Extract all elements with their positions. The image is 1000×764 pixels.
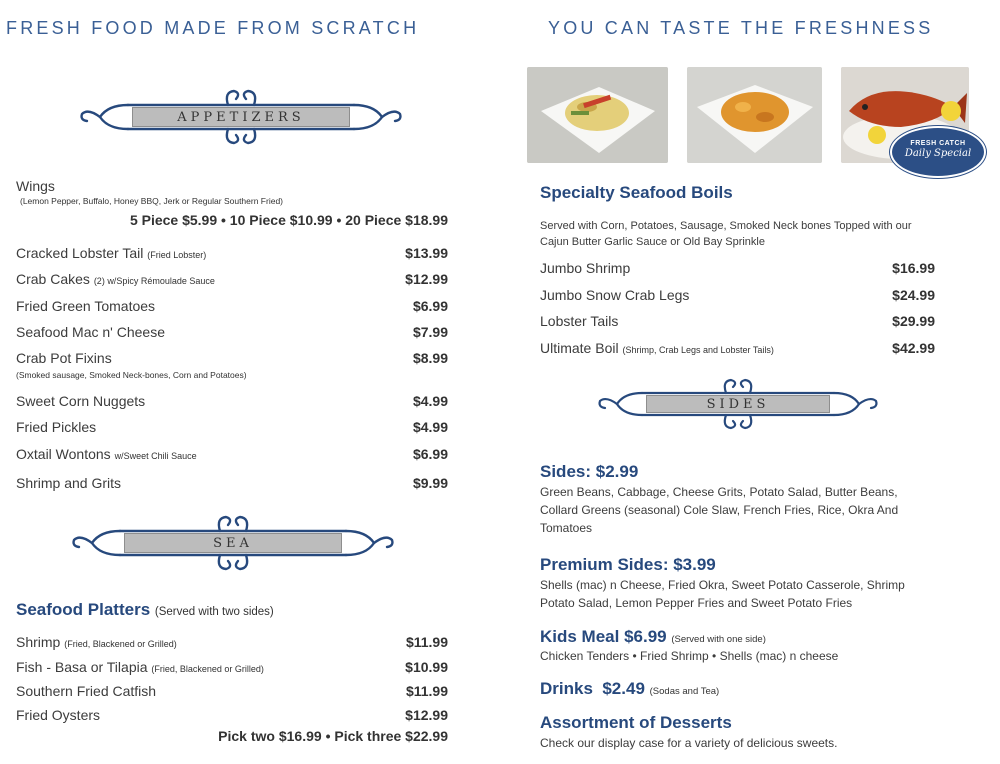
price: $4.99 — [412, 419, 448, 435]
price: $13.99 — [405, 245, 448, 261]
price: $12.99 — [405, 271, 448, 287]
boils-description: Served with Corn, Potatoes, Sausage, Smoked Neck bones Topped with our Cajun Butter Garlic Sauce or Old Bay Sprinkle — [540, 220, 912, 248]
menu-item-shrimp-and-grits: Shrimp and Grits — [16, 475, 122, 491]
price: $29.99 — [892, 313, 935, 329]
price: $4.99 — [412, 393, 448, 409]
item-note: (Shrimp, Crab Legs and Lobster Tails) — [622, 345, 774, 355]
wings-note: (Lemon Pepper, Buffalo, Honey BBQ, Jerk or Regular Southern Fried) — [20, 196, 284, 206]
menu-item-jumbo-shrimp: Jumbo Shrimp — [540, 260, 631, 276]
appetizers-title: APPETIZERS — [132, 107, 350, 127]
sides-heading: Sides: $2.99 — [540, 462, 639, 481]
price: $42.99 — [892, 340, 935, 356]
drinks-heading — [540, 679, 719, 699]
menu-item-ultimate-boil — [540, 340, 774, 356]
menu-item-sweet-corn-nuggets: Sweet Corn Nuggets — [16, 393, 146, 409]
fresh-catch-badge — [890, 126, 986, 178]
price: $9.99 — [412, 475, 448, 491]
appetizers-banner — [78, 86, 404, 148]
menu-item-fried-pickles: Fried Pickles — [16, 419, 97, 435]
right-tagline: YOU CAN TASTE THE FRESHNESS — [548, 18, 934, 38]
sides-banner-title: SIDES — [646, 395, 830, 413]
premium-sides-heading: Premium Sides: $3.99 — [540, 555, 716, 574]
price: $11.99 — [405, 683, 448, 699]
shrimp-dish-icon — [687, 67, 822, 163]
pasta-photo-image — [527, 67, 668, 163]
badge-line-2: Daily Special — [904, 148, 972, 159]
premium-sides-description: Shells (mac) n Cheese, Fried Okra, Sweet Potato Casserole, Shrimp Potato Salad, Lemon Pepper Fries and Sweet Potato Fries — [540, 578, 905, 610]
item-name: Oxtail Wontons — [16, 446, 111, 462]
platters-combo-pricing: Pick two $16.99 • Pick three $22.99 — [218, 728, 448, 744]
item-note: (Fried, Blackened or Grilled) — [64, 639, 177, 649]
price: $6.99 — [412, 298, 448, 314]
kids-meal-description: Chicken Tenders • Fried Shrimp • Shells (mac) n cheese — [540, 649, 839, 663]
item-note: (Fried, Blackened or Grilled) — [151, 664, 264, 674]
crab-pot-note: (Smoked sausage, Smoked Neck-bones, Corn and Potatoes) — [16, 370, 247, 380]
menu-item-lobster-tails: Lobster Tails — [540, 313, 619, 329]
menu-item-shrimp-platter — [16, 634, 177, 650]
menu-item-cracked-lobster-tail — [16, 245, 206, 261]
heading-note: (Served with two sides) — [154, 606, 274, 618]
desserts-description: Check our display case for a variety of delicious sweets. — [540, 736, 838, 750]
item-note: (2) w/Spicy Rémoulade Sauce — [93, 276, 215, 286]
heading-text: Kids Meal $6.99 — [540, 627, 667, 646]
wings-pricing: 5 Piece $5.99 • 10 Piece $10.99 • 20 Piece $18.99 — [129, 212, 448, 228]
pasta-dish-icon — [527, 67, 668, 163]
menu-item-wings: Wings — [16, 178, 55, 194]
menu-item-seafood-mac-n-cheese: Seafood Mac n' Cheese — [16, 324, 165, 340]
sides-banner — [596, 375, 880, 433]
menu-item-oxtail-wontons — [16, 446, 197, 462]
price: $8.99 — [412, 350, 448, 366]
item-note: (Fried Lobster) — [147, 250, 207, 260]
shrimp-photo-image — [687, 67, 822, 163]
price: $7.99 — [412, 324, 448, 340]
heading-text: Seafood Platters — [16, 600, 151, 619]
heading-note: (Served with one side) — [671, 634, 766, 645]
sea-title: SEA — [124, 533, 342, 553]
price: $6.99 — [412, 446, 448, 462]
price: $24.99 — [892, 287, 935, 303]
menu-item-snow-crab-legs: Jumbo Snow Crab Legs — [540, 287, 690, 303]
price: $10.99 — [405, 659, 448, 675]
heading-note: (Sodas and Tea) — [649, 686, 720, 697]
menu-item-catfish-platter: Southern Fried Catfish — [16, 683, 157, 699]
price: $16.99 — [892, 260, 935, 276]
sides-description: Green Beans, Cabbage, Cheese Grits, Potato Salad, Butter Beans, Collard Greens (seasonal) Cole Slaw, French Fries, Rice, Okra And Tomatoes — [540, 485, 899, 535]
heading-text: Drinks $2.49 — [540, 679, 645, 698]
item-name: Crab Cakes — [16, 271, 90, 287]
item-note: w/Sweet Chili Sauce — [114, 451, 197, 461]
menu-item-oysters-platter: Fried Oysters — [16, 707, 101, 723]
badge-line-1: FRESH CATCH — [910, 140, 966, 147]
menu-item-crab-pot-fixins: Crab Pot Fixins — [16, 350, 112, 366]
item-name: Cracked Lobster Tail — [16, 245, 144, 261]
price: $11.99 — [405, 634, 448, 650]
menu-item-fried-green-tomatoes: Fried Green Tomatoes — [16, 298, 156, 314]
desserts-heading: Assortment of Desserts — [540, 713, 732, 732]
left-tagline: FRESH FOOD MADE FROM SCRATCH — [6, 18, 420, 38]
item-name: Fish - Basa or Tilapia — [16, 659, 148, 675]
sea-banner — [70, 512, 396, 574]
menu-item-crab-cakes — [16, 271, 215, 287]
kids-meal-heading — [540, 627, 766, 647]
boils-heading: Specialty Seafood Boils — [540, 183, 733, 202]
item-name: Shrimp — [16, 634, 61, 650]
menu-item-fish-platter — [16, 659, 264, 675]
price: $12.99 — [405, 707, 448, 723]
seafood-platters-heading — [16, 600, 274, 620]
item-name: Ultimate Boil — [540, 340, 619, 356]
